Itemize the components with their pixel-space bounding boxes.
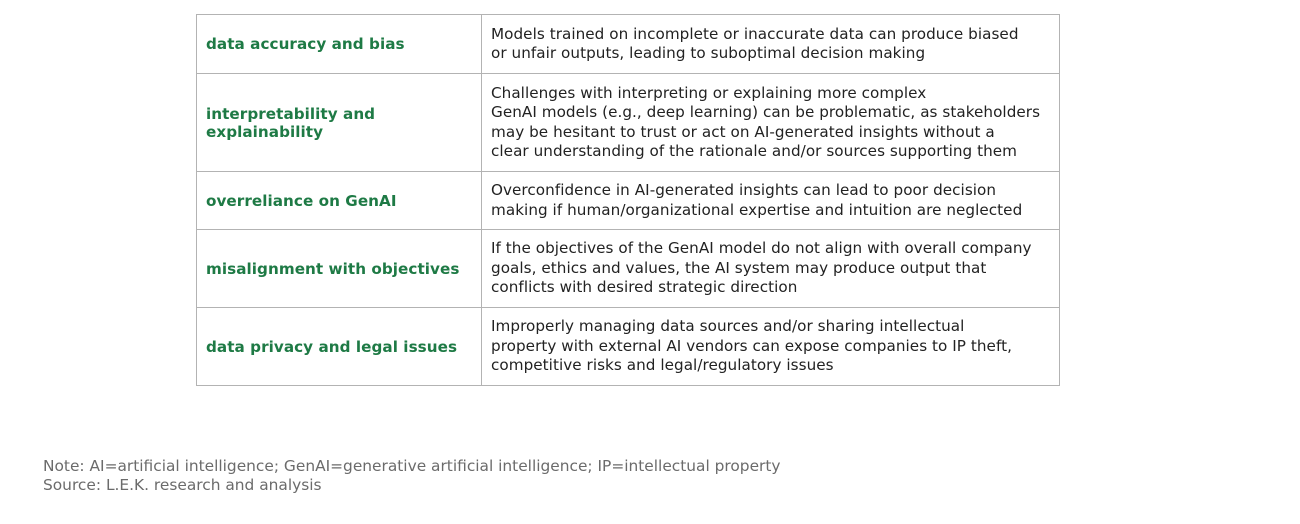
table-row [197,15,1060,74]
description-line: Improperly managing data sources and/or sharing intellectual [491,317,965,336]
table-row [197,172,1060,230]
table-row [197,74,1060,172]
description-line: goals, ethics and values, the AI system may produce output that [491,258,987,277]
risk-name-cell: misalignment with objectives [197,230,482,308]
footnotes [43,457,781,495]
description-line: GenAI models (e.g., deep learning) can be problematic, as stakeholders [491,103,1041,122]
description-line: Overconfidence in AI-generated insights can lead to poor decision [491,181,997,200]
description-line: competitive risks and legal/regulatory issues [491,356,834,375]
table-row [197,230,1060,308]
description-line: If the objectives of the GenAI model do not align with overall company [491,239,1032,258]
note-text: Note: AI=artificial intelligence; GenAI=generative artificial intelligence; IP=intellectual property [43,457,781,475]
risk-name-cell: interpretability and explainability [197,74,482,172]
risk-description-cell [482,308,1060,386]
risk-table-body [197,15,1060,386]
description-line: or unfair outputs, leading to suboptimal decision making [491,44,926,62]
description-line: property with external AI vendors can expose companies to IP theft, [491,336,1012,355]
genai-risks-table [196,14,1060,386]
risk-name-cell: data accuracy and bias [197,15,482,74]
risk-name-cell: overreliance on GenAI [197,172,482,230]
description-line: clear understanding of the rationale and/or sources supporting them [491,141,1018,160]
description-line: Challenges with interpreting or explaining more complex [491,83,927,102]
description-line: Models trained on incomplete or inaccurate data can produce biased [491,24,1019,43]
source-text: Source: L.E.K. research and analysis [43,476,322,494]
description-line: conflicts with desired strategic direction [491,278,798,297]
description-line: may be hesitant to trust or act on AI-generated insights without a [491,122,995,141]
risk-description-cell [482,230,1060,308]
risk-name-cell: data privacy and legal issues [197,308,482,386]
risk-description-cell [482,74,1060,172]
table-row [197,308,1060,386]
risk-description-cell [482,15,1060,74]
risk-description-cell [482,172,1060,230]
description-line: making if human/organizational expertise and intuition are neglected [491,200,1023,219]
